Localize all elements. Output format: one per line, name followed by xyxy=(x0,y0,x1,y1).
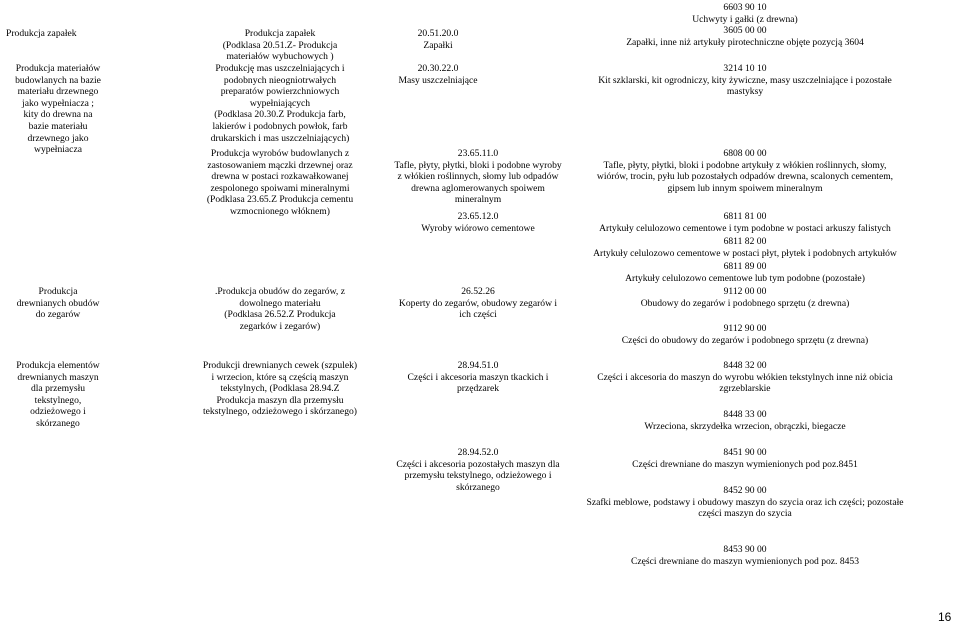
text-line: (Podklasa 20.51.Z- Produkcja xyxy=(222,39,338,51)
text-line: 6811 81 00 xyxy=(723,211,767,222)
text-line: 6811 82 00 xyxy=(723,236,767,248)
text-line: 20.51.20.0 xyxy=(417,28,459,39)
text-line: 28.94.51.0 xyxy=(457,360,499,371)
text-line: części maszyn do szycia xyxy=(698,508,792,520)
text-line: gipsem lub innym spoiwem mineralnym xyxy=(667,182,823,194)
text-line: 8452 90 00 xyxy=(723,485,767,496)
text-line: (Podklasa 23.65.Z Produkcja cementu xyxy=(206,194,354,206)
text-line: Części i akcesoria maszyn tkackich i xyxy=(407,371,549,383)
text-line: wiórów, trocin, pyłu lub pozostałych odpadów drewna, scalonych cementem, xyxy=(596,171,894,183)
text-line: .Produkcja obudów do zegarów, z xyxy=(215,286,345,297)
text-line: 20.30.22.0 xyxy=(417,63,459,74)
text-line: przemysłu tekstylnego, odzieżowego i xyxy=(404,470,552,482)
row-materialy-prodcom-b xyxy=(378,148,578,206)
row-materialy-cn-b xyxy=(580,148,910,194)
row-zapalki-prodcom xyxy=(378,28,498,51)
row-materialy-cn-a xyxy=(580,63,910,98)
text-line: tekstylnych, (Podklasa 28.94.Z xyxy=(220,383,340,395)
row-zapalki-cn xyxy=(580,2,910,48)
text-line: Tafle, płyty, płytki, bloki i podobne artykuły z włókien roślinnych, słomy, xyxy=(603,159,887,171)
text-line: Produkcja elementów xyxy=(16,360,100,371)
text-line: drewnianych obudów xyxy=(16,297,100,309)
text-line: 26.52.26 xyxy=(461,286,495,297)
text-line: preparatów powierzchniowych xyxy=(220,86,340,98)
row-maszyny-cn-a xyxy=(580,360,910,395)
row-zegary-cn-b xyxy=(580,323,910,346)
text-line: mastyksy xyxy=(726,86,764,98)
text-line: Zapałki xyxy=(423,39,453,51)
row-materialy-cn-c xyxy=(580,211,910,285)
text-line: z włókien roślinnych, słomy lub odpadów xyxy=(397,171,559,183)
text-line: do zegarów xyxy=(35,309,81,321)
text-line: zespolonego spoiwami mineralnymi xyxy=(210,182,350,194)
text-line: 8453 90 00 xyxy=(723,544,767,555)
text-line: wzmocnionego włóknem) xyxy=(230,205,330,217)
row-maszyny-cn-d xyxy=(580,485,910,520)
row-materialy-class-a xyxy=(184,63,376,144)
text-line: Produkcja wyrobów budowlanych z xyxy=(210,148,350,159)
page-number: 16 xyxy=(938,610,952,624)
text-line: kity do drewna na xyxy=(23,109,93,121)
text-line: Artykuły celulozowo cementowe lub tym podobne (pozostałe) xyxy=(625,272,865,284)
row-materialy-activity xyxy=(6,63,110,156)
text-line: podobnych nieogniotrwałych xyxy=(223,74,337,86)
text-line: Części drewniane do maszyn wymienionych pod poz.8451 xyxy=(632,458,858,470)
text-line: i wrzecion, które są częścią maszyn xyxy=(211,371,349,383)
text-line: 9112 00 00 xyxy=(723,286,767,297)
text-line: Artykuły celulozowo cementowe i tym podobne w postaci arkuszy falistych xyxy=(599,222,891,234)
row-materialy-prodcom-c xyxy=(378,211,578,234)
text-line: tekstylnego, odzieżowego i skórzanego) xyxy=(203,406,357,418)
row-zegary-class xyxy=(184,286,376,332)
text-line: Produkcji drewnianych cewek (szpulek) xyxy=(202,360,358,371)
text-line: 23.65.11.0 xyxy=(457,148,499,159)
text-line: 6603 90 10 xyxy=(723,2,767,13)
text-line: jako wypełniacza ; xyxy=(22,97,94,109)
text-line: wypełniających xyxy=(249,97,311,109)
row-maszyny-cn-e xyxy=(580,544,910,567)
row-zegary-cn-a xyxy=(580,286,910,309)
row-zegary-activity xyxy=(6,286,110,321)
text-line: odzieżowego i xyxy=(30,406,86,418)
text-line: ich części xyxy=(459,309,497,321)
text-line: Części i akcesoria do maszyn do wyrobu włókien tekstylnych inne niż obicia xyxy=(597,371,893,383)
text-line: Części do obudowy do zegarów i podobnego sprzętu (z drewna) xyxy=(621,334,869,346)
text-line: Produkcja maszyn dla przemysłu xyxy=(216,394,344,406)
text-line: zgrzeblarskie xyxy=(719,383,771,395)
text-line: zegarków i zegarów) xyxy=(239,320,321,332)
text-line: Obudowy do zegarów i podobnego sprzętu (z drewna) xyxy=(640,297,850,309)
text-line: Artykuły celulozowo cementowe w postaci płyt, płytek i podobnych artykułów xyxy=(593,247,897,259)
text-line: Wrzeciona, skrzydełka wrzecion, obrączki, biegacze xyxy=(644,420,846,432)
text-line: Zapałki, inne niż artykuły pirotechniczne objęte pozycją 3604 xyxy=(626,36,864,48)
text-line: Masy uszczelniające xyxy=(398,74,478,86)
text-line: 8451 90 00 xyxy=(723,447,767,458)
text-line: Wyroby wiórowo cementowe xyxy=(421,222,535,234)
text-line: dla przemysłu xyxy=(30,383,86,395)
text-line: drewna aglomerowanych spoiwem xyxy=(411,182,545,194)
row-materialy-class-b xyxy=(184,148,376,218)
text-line: lakierów i podobnych powłok, farb xyxy=(212,120,348,132)
text-line: Produkcja zapałek xyxy=(244,28,316,39)
text-line: 9112 90 00 xyxy=(723,323,767,334)
text-line: Produkcję mas uszczelniających i xyxy=(215,63,345,74)
text-line: Części i akcesoria pozostałych maszyn dla xyxy=(396,458,560,470)
row-maszyny-prodcom-a xyxy=(378,360,578,395)
row-zapalki-class xyxy=(184,28,376,63)
text-line: 6808 00 00 xyxy=(723,148,767,159)
text-line: budowlanych na bazie xyxy=(15,74,101,86)
text-line: skórzanego xyxy=(456,481,500,493)
text-line: Szafki meblowe, podstawy i obudowy maszyn do szycia oraz ich części; pozostałe xyxy=(586,496,904,508)
row-materialy-prodcom-a xyxy=(378,63,498,86)
text-line: Koperty do zegarów, obudowy zegarów i xyxy=(398,297,558,309)
text-line: materiału drzewnego xyxy=(17,86,99,98)
text-line: bazie materiału xyxy=(28,120,88,132)
text-line: Uchwyty i gałki (z drewna) xyxy=(692,13,798,25)
text-line: 28.94.52.0 xyxy=(457,447,499,458)
text-line: drzewnego jako xyxy=(27,132,89,144)
text-line: drewna w postaci rozkawałkowanej xyxy=(211,171,349,183)
text-line: Tafle, płyty, płytki, bloki i podobne wyroby xyxy=(394,159,562,171)
text-line: 23.65.12.0 xyxy=(457,211,499,222)
text-line: drewnianych maszyn xyxy=(17,371,99,383)
text-line: Kit szklarski, kit ogrodniczy, kity żywiczne, masy uszczelniające i pozostałe xyxy=(598,74,892,86)
row-maszyny-activity xyxy=(6,360,110,430)
text-line: 3214 10 10 xyxy=(723,63,767,74)
row-maszyny-class xyxy=(184,360,376,418)
row-maszyny-cn-c xyxy=(580,447,910,470)
row-maszyny-prodcom-b xyxy=(378,447,578,493)
row-maszyny-cn-b xyxy=(580,409,910,432)
text-line: 8448 32 00 xyxy=(723,360,767,371)
text-line: Produkcja xyxy=(38,286,78,297)
text-line: wypełniacza xyxy=(34,144,82,156)
text-line: dowolnego materiału xyxy=(239,297,321,309)
text-line: Produkcja materiałów xyxy=(15,63,101,74)
text-line: (Podklasa 26.52.Z Produkcja xyxy=(224,309,336,321)
text-line: 8448 33 00 xyxy=(723,409,767,420)
text-line: drukarskich i mas uszczelniających) xyxy=(210,132,350,144)
text-line: tekstylnego, xyxy=(34,394,82,406)
row-zapalki-activity: Produkcja zapałek xyxy=(6,28,77,39)
text-line: mineralnym xyxy=(454,194,502,206)
text-line: (Podklasa 20.30.Z Produkcja farb, xyxy=(214,109,346,121)
text-line: Części drewniane do maszyn wymienionych pod poz. 8453 xyxy=(630,555,860,567)
row-zegary-prodcom xyxy=(378,286,578,321)
text-line: przędzarek xyxy=(456,383,500,395)
text-line: skórzanego xyxy=(36,417,80,429)
text-line: zastosowaniem mączki drzewnej oraz xyxy=(207,159,353,171)
text-line: 6811 89 00 xyxy=(723,261,767,273)
text-line: 3605 00 00 xyxy=(723,25,767,37)
text-line: materiałów wybuchowych ) xyxy=(226,51,334,63)
